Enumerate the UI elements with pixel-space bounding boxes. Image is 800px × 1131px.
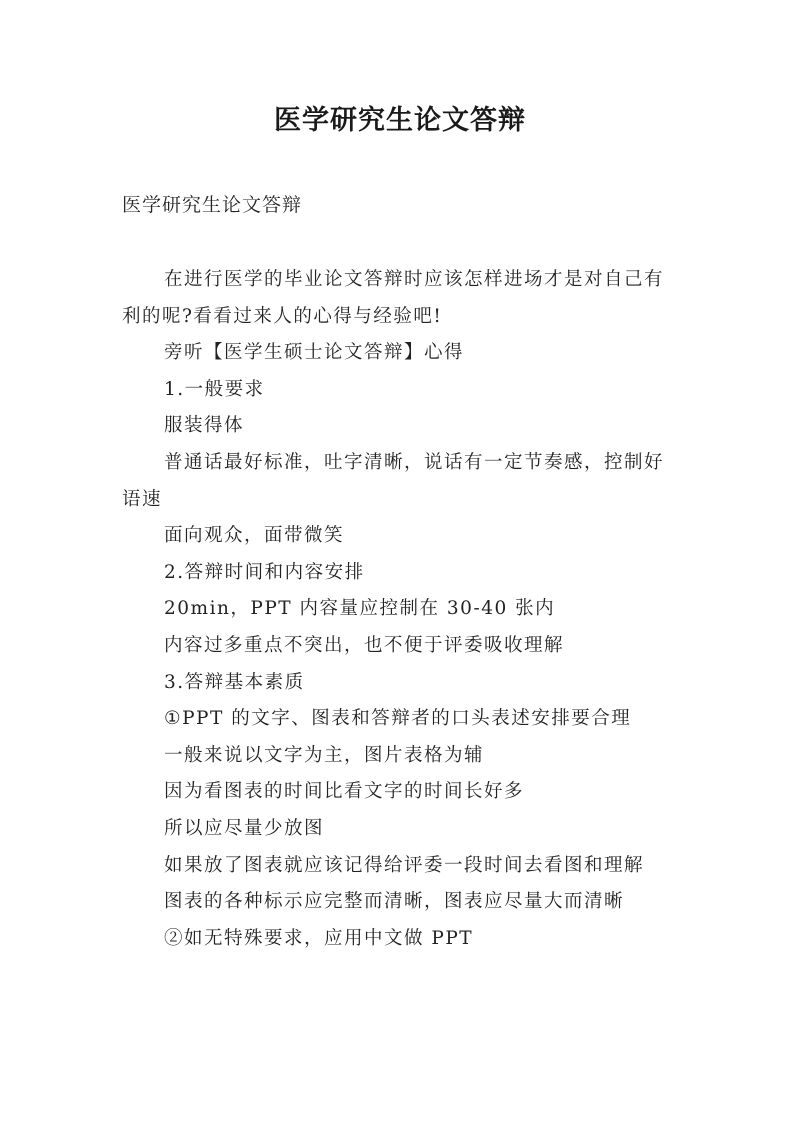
paragraph: 3.答辩基本素质 — [164, 671, 305, 693]
paragraph: 普通话最好标准，吐字清晰，说话有一定节奏感，控制好语速 — [122, 451, 665, 510]
paragraph: 面向观众，面带微笑 — [164, 525, 345, 547]
paragraph: 一般来说以文字为主，图片表格为辅 — [164, 744, 485, 766]
document-subtitle: 医学研究生论文答辩 — [122, 194, 303, 216]
paragraph: 服装得体 — [164, 415, 245, 437]
paragraph: 内容过多重点不突出，也不便于评委吸收理解 — [164, 634, 565, 656]
paragraph: 如果放了图表就应该记得给评委一段时间去看图和理解 — [164, 854, 645, 876]
document-body — [122, 262, 682, 957]
paragraph: 旁听【医学生硕士论文答辩】心得 — [164, 342, 465, 364]
paragraph: 所以应尽量少放图 — [164, 817, 325, 839]
paragraph: 因为看图表的时间比看文字的时间长好多 — [164, 781, 525, 803]
paragraph: 在进行医学的毕业论文答辩时应该怎样进场才是对自己有利的呢?看看过来人的心得与经验吧! — [122, 269, 665, 327]
paragraph: 1.一般要求 — [164, 378, 265, 400]
paragraph: 20min，PPT 内容量应控制在 30-40 张内 — [164, 598, 556, 620]
paragraph: ②如无特殊要求，应用中文做 PPT — [164, 927, 474, 949]
paragraph: 图表的各种标示应完整而清晰，图表应尽量大而清晰 — [164, 891, 625, 913]
paragraph: 2.答辩时间和内容安排 — [164, 561, 365, 583]
paragraph: ①PPT 的文字、图表和答辩者的口头表述安排要合理 — [164, 708, 632, 730]
document-title: 医学研究生论文答辩 — [274, 105, 526, 136]
